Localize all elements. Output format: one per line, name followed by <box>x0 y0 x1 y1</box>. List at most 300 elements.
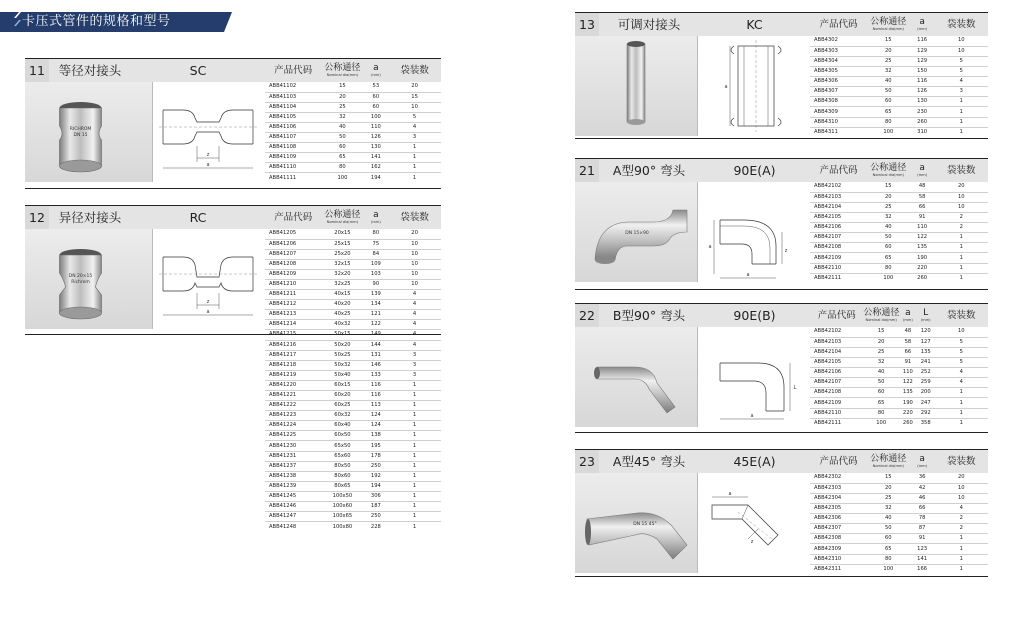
cell-nominal-diameter: 100 <box>876 420 887 427</box>
cell-nominal-diameter: 100 <box>883 129 894 136</box>
cell-pack-qty: 10 <box>388 279 441 289</box>
table-row <box>265 360 441 370</box>
cell-product-code: ABB42103 <box>810 192 867 202</box>
section-number: 11 <box>25 59 49 82</box>
table-row <box>265 102 441 112</box>
cell-pack-qty: 1 <box>935 534 988 544</box>
table-row <box>810 223 988 233</box>
table-row <box>265 481 441 491</box>
cell-a-value: 91 <box>910 212 935 222</box>
cell-a-value: 149 <box>364 330 389 340</box>
table-row <box>810 202 988 212</box>
cell-l-value: 127 <box>917 337 935 347</box>
table-header-row <box>810 304 988 327</box>
dim-label-l: L <box>793 385 797 391</box>
cell-pack-qty: 5 <box>388 112 441 122</box>
cell-pack-qty: 1 <box>935 97 988 107</box>
cell-product-code: ABB41212 <box>265 300 321 310</box>
cell-a-value: 220 <box>899 408 917 418</box>
cell-nominal-diameter: 60 <box>321 143 363 153</box>
cell-pack-qty: 5 <box>935 357 988 367</box>
cell-a-value: 141 <box>910 554 935 564</box>
table-header-row <box>265 206 441 229</box>
cell-pack-qty: 1 <box>388 481 441 491</box>
cell-pack-qty: 1 <box>388 401 441 411</box>
header-product-code: 产品代码 <box>265 59 321 82</box>
header-nominal-cn: 公称通径 <box>863 307 900 318</box>
cell-product-code: ABB42305 <box>810 503 867 513</box>
cell-nominal-diameter: 40 <box>863 368 899 378</box>
header-a <box>910 13 935 36</box>
dim-label-a: a <box>728 491 732 497</box>
header-product-code: 产品代码 <box>810 13 867 36</box>
cell-nominal-diameter: 80x65 <box>321 481 363 491</box>
cell-pack-qty: 1 <box>388 441 441 451</box>
cell-pack-qty: 5 <box>935 56 988 66</box>
section-number: 21 <box>575 159 599 182</box>
table-row <box>265 431 441 441</box>
cell-pack-qty: 5 <box>935 337 988 347</box>
cell-product-code: ABB42111 <box>814 275 842 282</box>
fitting-drawing <box>697 182 810 282</box>
cell-pack-qty: 1 <box>412 174 417 181</box>
header-pack-qty: 袋装数 <box>388 206 441 229</box>
table-row <box>810 564 988 574</box>
table-header-row <box>810 159 988 182</box>
cell-product-code: ABB42310 <box>810 554 867 564</box>
cell-product-code: ABB42303 <box>810 483 867 493</box>
cell-product-code: ABB41111 <box>269 174 297 181</box>
cell-nominal-diameter: 50x20 <box>321 340 363 350</box>
cell-a-value: 60 <box>364 92 389 102</box>
spec-table <box>265 206 441 532</box>
fitting-photo <box>575 182 697 282</box>
cell-nominal-diameter: 80 <box>867 117 910 127</box>
table-row <box>265 350 441 360</box>
table-row <box>265 300 441 310</box>
fitting-photo-image <box>25 82 152 182</box>
cell-product-code: ABB41237 <box>265 461 321 471</box>
table-row <box>265 163 441 173</box>
cell-l-value: 259 <box>917 378 935 388</box>
section-13 <box>575 12 988 139</box>
fitting-drawing <box>152 82 265 182</box>
cell-pack-qty: 4 <box>388 340 441 350</box>
cell-nominal-diameter: 100x80 <box>332 523 353 530</box>
cell-nominal-diameter: 80x50 <box>321 461 363 471</box>
cell-nominal-diameter: 80 <box>863 408 899 418</box>
header-a-label: a <box>919 453 925 464</box>
cell-a-value: 228 <box>370 523 381 530</box>
cell-a-value: 134 <box>364 300 389 310</box>
cell-l-value: 358 <box>920 420 931 427</box>
cell-a-value: 306 <box>364 491 389 501</box>
cell-nominal-diameter: 25 <box>867 56 910 66</box>
cell-pack-qty: 4 <box>935 378 988 388</box>
table-row <box>265 229 441 239</box>
cell-pack-qty: 10 <box>935 192 988 202</box>
cell-a-value: 126 <box>910 87 935 97</box>
cell-a-value: 250 <box>364 512 389 522</box>
header-l <box>917 304 935 327</box>
cell-product-code: ABB41230 <box>265 441 321 451</box>
table-row <box>810 233 988 243</box>
cell-product-code: ABB4310 <box>810 117 867 127</box>
cell-pack-qty: 1 <box>935 544 988 554</box>
cell-nominal-diameter: 50x25 <box>321 350 363 360</box>
table-row <box>810 77 988 87</box>
table-row <box>810 97 988 107</box>
section-22 <box>575 303 988 433</box>
cell-product-code: ABB42302 <box>810 473 867 483</box>
cell-product-code: ABB42106 <box>810 368 863 378</box>
table-row <box>265 153 441 163</box>
table-row <box>810 212 988 222</box>
header-pack-qty: 袋装数 <box>935 13 988 36</box>
dim-label-a: a <box>724 84 728 90</box>
cell-product-code: ABB41216 <box>265 340 321 350</box>
cell-a-value: 129 <box>910 56 935 66</box>
table-row <box>810 544 988 554</box>
cell-a-value: 133 <box>364 370 389 380</box>
cell-pack-qty: 1 <box>388 512 441 522</box>
cell-product-code: ABB41205 <box>265 229 321 239</box>
header-a <box>364 206 389 229</box>
cell-nominal-diameter: 32x15 <box>321 259 363 269</box>
fitting-photo-image <box>575 473 697 573</box>
dimension-drawing <box>698 327 811 427</box>
cell-pack-qty: 2 <box>935 223 988 233</box>
cell-nominal-diameter: 20 <box>867 46 910 56</box>
dim-label-a: a <box>206 309 210 315</box>
header-l-label: L <box>923 307 929 318</box>
table-row <box>810 398 988 408</box>
cell-product-code: ABB42306 <box>810 514 867 524</box>
table-row <box>265 290 441 300</box>
header-pack-qty: 袋装数 <box>935 450 988 473</box>
cell-pack-qty: 1 <box>388 411 441 421</box>
header-nominal-diameter <box>867 450 910 473</box>
cell-product-code: ABB42304 <box>810 493 867 503</box>
cell-nominal-diameter: 40x32 <box>321 320 363 330</box>
cell-product-code: ABB41220 <box>265 380 321 390</box>
table-row <box>810 253 988 263</box>
section-number: 23 <box>575 450 599 473</box>
cell-pack-qty: 4 <box>388 122 441 132</box>
cell-a-value: 141 <box>364 153 389 163</box>
cell-product-code: ABB42102 <box>810 327 863 337</box>
header-a-unit: (mm) <box>370 72 381 77</box>
cell-product-code: ABB4304 <box>810 56 867 66</box>
cell-a-value: 46 <box>910 493 935 503</box>
table-row <box>265 512 441 522</box>
cell-a-value: 260 <box>910 117 935 127</box>
cell-a-value: 260 <box>917 275 928 282</box>
cell-a-value: 66 <box>899 347 917 357</box>
cell-product-code: ABB41215 <box>265 330 321 340</box>
table-row <box>265 269 441 279</box>
cell-product-code: ABB42108 <box>810 243 867 253</box>
header-nominal-diameter <box>863 304 899 327</box>
cell-pack-qty: 3 <box>388 370 441 380</box>
cell-nominal-diameter: 40 <box>867 514 910 524</box>
dimension-drawing <box>698 36 811 136</box>
cell-pack-qty: 1 <box>388 153 441 163</box>
cell-pack-qty: 4 <box>388 310 441 320</box>
cell-product-code: ABB41104 <box>265 102 321 112</box>
spec-table <box>810 159 988 283</box>
cell-l-value: 200 <box>917 388 935 398</box>
cell-a-value: 130 <box>910 97 935 107</box>
svg-text:DN 15 45°: DN 15 45° <box>633 522 657 527</box>
cell-product-code: ABB4306 <box>810 77 867 87</box>
cell-nominal-diameter: 100 <box>337 174 348 181</box>
dim-label-a-bottom: a <box>746 272 750 278</box>
cell-a-value: 78 <box>910 514 935 524</box>
table-row <box>810 127 988 137</box>
cell-product-code: ABB41246 <box>265 502 321 512</box>
cell-nominal-diameter: 100x50 <box>321 491 363 501</box>
cell-pack-qty: 4 <box>388 330 441 340</box>
cell-a-value: 230 <box>910 107 935 117</box>
table-row <box>810 66 988 76</box>
table-row <box>810 418 988 428</box>
cell-nominal-diameter: 40 <box>867 77 910 87</box>
header-pack-qty: 袋装数 <box>388 59 441 82</box>
header-nominal-diameter <box>867 159 910 182</box>
cell-a-value: 260 <box>902 420 913 427</box>
fitting-photo-image <box>575 36 697 136</box>
table-row <box>810 473 988 483</box>
dimension-drawing <box>153 229 266 329</box>
cell-pack-qty: 1 <box>388 491 441 501</box>
cell-nominal-diameter: 40 <box>321 122 363 132</box>
cell-pack-qty: 10 <box>388 249 441 259</box>
cell-a-value: 42 <box>910 483 935 493</box>
cell-a-value: 84 <box>364 249 389 259</box>
header-a-label: a <box>919 16 925 27</box>
cell-a-value: 144 <box>364 340 389 350</box>
cell-pack-qty: 10 <box>388 269 441 279</box>
cell-pack-qty: 5 <box>935 347 988 357</box>
cell-product-code: ABB42309 <box>810 544 867 554</box>
table-row <box>265 173 441 183</box>
cell-product-code: ABB42105 <box>810 357 863 367</box>
cell-product-code: ABB42307 <box>810 524 867 534</box>
cell-product-code: ABB41106 <box>265 122 321 132</box>
cell-product-code: ABB41239 <box>265 481 321 491</box>
cell-pack-qty: 1 <box>935 233 988 243</box>
cell-product-code: ABB41110 <box>265 163 321 173</box>
cell-product-code: ABB41109 <box>265 153 321 163</box>
page-title: 卡压式管件的规格和型号 <box>22 14 171 29</box>
cell-nominal-diameter: 20x15 <box>321 229 363 239</box>
cell-product-code: ABB41210 <box>265 279 321 289</box>
cell-product-code: ABB41206 <box>265 239 321 249</box>
cell-pack-qty: 10 <box>935 327 988 337</box>
section-model-code: RC <box>189 210 207 225</box>
cell-l-value: 135 <box>917 347 935 357</box>
cell-product-code: ABB42109 <box>810 253 867 263</box>
cell-a-value: 110 <box>899 368 917 378</box>
table-row <box>265 249 441 259</box>
cell-nominal-diameter: 60x40 <box>321 421 363 431</box>
cell-pack-qty: 3 <box>388 350 441 360</box>
cell-nominal-diameter: 50 <box>867 233 910 243</box>
cell-nominal-diameter: 15 <box>867 36 910 46</box>
cell-pack-qty: 2 <box>935 514 988 524</box>
cell-nominal-diameter: 50 <box>867 524 910 534</box>
table-header-row <box>810 13 988 36</box>
table-row <box>265 132 441 142</box>
cell-a-value: 116 <box>910 77 935 87</box>
cell-pack-qty: 1 <box>388 163 441 173</box>
dim-label-z: z <box>784 248 788 254</box>
header-nominal-cn: 公称通径 <box>870 162 907 173</box>
cell-product-code: ABB41207 <box>265 249 321 259</box>
fitting-photo-image <box>575 182 697 282</box>
cell-product-code: ABB42107 <box>810 378 863 388</box>
cell-product-code: ABB41209 <box>265 269 321 279</box>
header-nominal-en: Nominal dia(mm) <box>326 72 359 77</box>
cell-a-value: 53 <box>364 82 389 92</box>
cell-a-value: 162 <box>364 163 389 173</box>
cell-a-value: 138 <box>364 431 389 441</box>
table-row <box>810 46 988 56</box>
cell-nominal-diameter: 15 <box>321 82 363 92</box>
cell-pack-qty: 1 <box>388 451 441 461</box>
cell-product-code: ABB42105 <box>810 212 867 222</box>
table-row <box>810 503 988 513</box>
table-row <box>810 87 988 97</box>
svg-text:DN 20×15: DN 20×15 <box>68 274 93 279</box>
cell-a-value: 124 <box>364 411 389 421</box>
cell-product-code: ABB41247 <box>265 512 321 522</box>
table-row <box>810 368 988 378</box>
table-row <box>810 192 988 202</box>
table-row <box>265 122 441 132</box>
cell-l-value: 292 <box>917 408 935 418</box>
cell-nominal-diameter: 25 <box>867 493 910 503</box>
cell-nominal-diameter: 15 <box>863 327 899 337</box>
table-row <box>265 461 441 471</box>
dim-label-a: a <box>206 162 210 168</box>
header-a-label: a <box>373 62 379 73</box>
cell-pack-qty: 1 <box>935 107 988 117</box>
cell-pack-qty: 20 <box>388 82 441 92</box>
cell-nominal-diameter: 100 <box>883 566 894 573</box>
cell-product-code: ABB41217 <box>265 350 321 360</box>
cell-product-code: ABB41105 <box>265 112 321 122</box>
cell-nominal-diameter: 60x20 <box>321 391 363 401</box>
table-row <box>265 522 441 532</box>
cell-product-code: ABB42106 <box>810 223 867 233</box>
cell-a-value: 87 <box>910 524 935 534</box>
cell-nominal-diameter: 65 <box>867 107 910 117</box>
dim-label-z: z <box>750 539 754 545</box>
spec-table <box>810 450 988 574</box>
header-a <box>910 159 935 182</box>
cell-nominal-diameter: 50 <box>321 132 363 142</box>
svg-text:DN 15: DN 15 <box>73 133 88 138</box>
cell-product-code: ABB41214 <box>265 320 321 330</box>
dimension-drawing <box>698 473 811 573</box>
table-header-row <box>265 59 441 82</box>
table-row <box>810 117 988 127</box>
table-row <box>265 380 441 390</box>
cell-product-code: ABB41224 <box>265 421 321 431</box>
cell-a-value: 58 <box>899 337 917 347</box>
table-row <box>265 330 441 340</box>
table-row <box>265 471 441 481</box>
dim-label-a: a <box>708 244 712 250</box>
cell-a-value: 58 <box>910 192 935 202</box>
cell-nominal-diameter: 32 <box>867 212 910 222</box>
cell-nominal-diameter: 100x65 <box>321 512 363 522</box>
header-nominal-en: Nominal dia(mm) <box>326 219 359 224</box>
cell-a-value: 190 <box>910 253 935 263</box>
cell-pack-qty: 10 <box>388 259 441 269</box>
cell-pack-qty: 3 <box>935 87 988 97</box>
cell-product-code: ABB4303 <box>810 46 867 56</box>
cell-nominal-diameter: 32 <box>863 357 899 367</box>
cell-a-value: 122 <box>899 378 917 388</box>
cell-a-value: 60 <box>364 102 389 112</box>
table-row <box>265 92 441 102</box>
cell-pack-qty: 10 <box>388 239 441 249</box>
cell-a-value: 90 <box>364 279 389 289</box>
cell-a-value: 135 <box>899 388 917 398</box>
cell-nominal-diameter: 20 <box>863 337 899 347</box>
fitting-drawing <box>697 327 810 427</box>
table-row <box>265 143 441 153</box>
cell-a-value: 109 <box>364 259 389 269</box>
cell-a-value: 110 <box>364 122 389 132</box>
cell-nominal-diameter: 32 <box>321 112 363 122</box>
cell-a-value: 190 <box>899 398 917 408</box>
cell-pack-qty: 3 <box>388 132 441 142</box>
cell-a-value: 123 <box>910 544 935 554</box>
svg-text:Richrom: Richrom <box>71 280 90 285</box>
cell-product-code: ABB41218 <box>265 360 321 370</box>
cell-pack-qty: 1 <box>388 471 441 481</box>
cell-pack-qty: 1 <box>388 380 441 390</box>
section-header <box>575 13 810 36</box>
cell-a-value: 310 <box>917 129 928 136</box>
cell-nominal-diameter: 80 <box>867 554 910 564</box>
cell-product-code: ABB41222 <box>265 401 321 411</box>
spec-table <box>810 13 988 137</box>
cell-pack-qty: 10 <box>388 102 441 112</box>
dimension-drawing <box>698 182 811 282</box>
cell-a-value: 122 <box>910 233 935 243</box>
section-model-code: KC <box>746 17 763 32</box>
cell-l-value: 247 <box>917 398 935 408</box>
cell-pack-qty: 1 <box>388 502 441 512</box>
table-row <box>810 534 988 544</box>
dim-label-z: z <box>206 299 210 305</box>
section-name: 可调对接头 <box>617 17 681 32</box>
header-nominal-cn: 公称通径 <box>870 16 907 27</box>
cell-nominal-diameter: 15 <box>867 182 910 192</box>
table-row <box>265 279 441 289</box>
table-row <box>265 340 441 350</box>
cell-pack-qty: 4 <box>935 77 988 87</box>
cell-product-code: ABB42311 <box>814 566 842 573</box>
header-nominal-en: Nominal dia(mm) <box>872 26 904 31</box>
cell-product-code: ABB42104 <box>810 347 863 357</box>
cell-nominal-diameter: 40 <box>867 223 910 233</box>
